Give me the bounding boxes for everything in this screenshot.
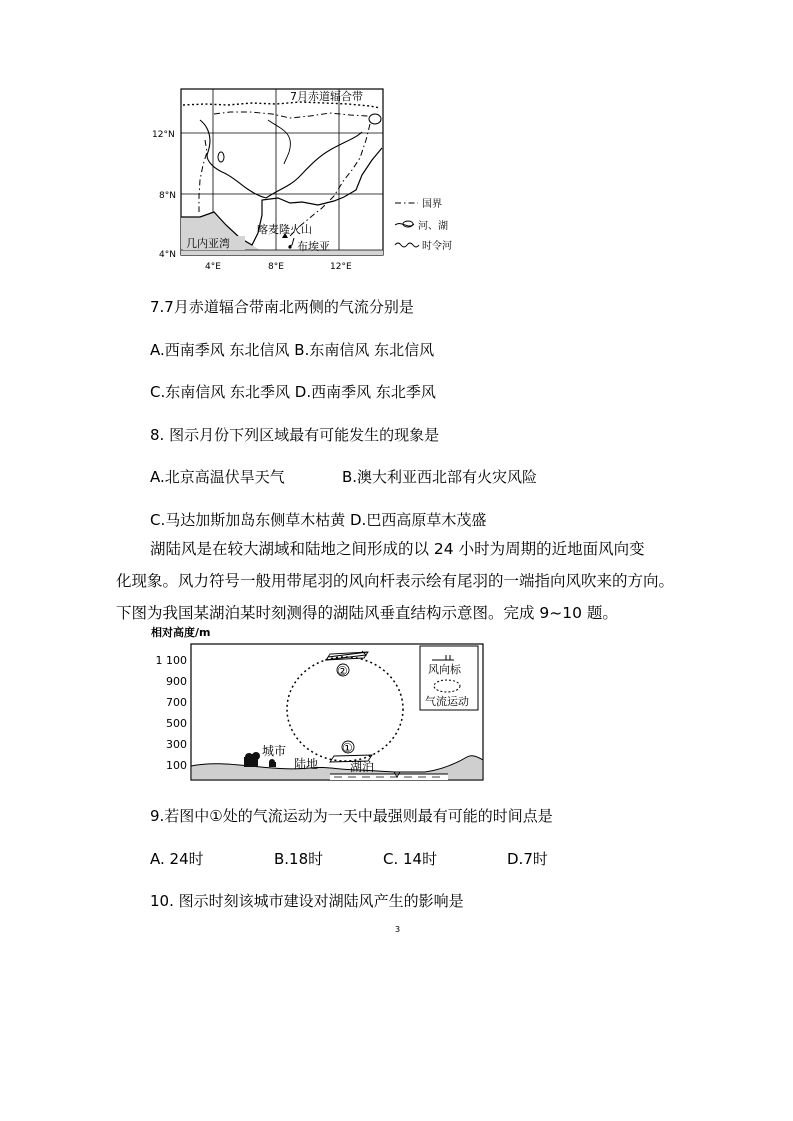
y-tick-100: 100 (166, 759, 187, 772)
q7-options-ab: A.西南季风 东北信风 B.东南信风 东北信风 (150, 341, 435, 359)
y-axis-ticks (156, 654, 188, 772)
q7-options-cd: C.东南信风 东北季风 D.西南季风 东北季风 (150, 383, 436, 401)
lat-label-12n: 12°N (152, 130, 175, 140)
volcano-label: 喀麦隆火山 (257, 223, 312, 236)
mark-2-label: ② (337, 664, 348, 678)
mark-1-label: ① (342, 741, 353, 755)
lake-land-breeze-diagram (140, 620, 490, 785)
y-tick-500: 500 (166, 717, 187, 730)
legend-wind-label: 风向标 (428, 663, 461, 676)
q8-stem: 8. 图示月份下列区域最有可能发生的现象是 (150, 426, 440, 444)
y-tick-300: 300 (166, 738, 187, 751)
q8-option-a: A.北京高温伏旱天气 (150, 468, 285, 486)
legend-border-label: 国界 (422, 199, 442, 210)
lat-label-8n: 8°N (159, 191, 176, 201)
gulf-label: 几内亚湾 (186, 237, 230, 250)
lon-label-12e: 12°E (330, 262, 352, 270)
lake-label: 湖泊 (350, 760, 375, 774)
q9-stem: 9.若图中①处的气流运动为一天中最强则最有可能的时间点是 (150, 807, 553, 825)
page-number: 3 (395, 925, 401, 934)
diagram-ylabel: 相对高度/m (151, 626, 211, 639)
passage-line-1: 湖陆风是在较大湖域和陆地之间形成的以 24 小时为周期的近地面风向变 (150, 540, 645, 558)
y-tick-900: 900 (166, 675, 187, 688)
africa-itcz-map (150, 80, 470, 270)
passage-line-2: 化现象。风力符号一般用带尾羽的风向杆表示绘有尾羽的一端指向风吹来的方向。 (116, 572, 675, 590)
itcz-label: 7月赤道辐合带 (290, 90, 363, 103)
q9-option-c: C. 14时 (383, 850, 438, 868)
legend-river-label: 河、湖 (418, 221, 448, 232)
q9-option-d: D.7时 (507, 850, 548, 868)
q10-stem: 10. 图示时刻该城市建设对湖陆风产生的影响是 (150, 892, 464, 910)
lon-label-8e: 8°E (268, 262, 284, 270)
city-dot (288, 245, 291, 248)
q8-options-cd: C.马达加斯加岛东侧草木枯黄 D.巴西高原草木茂盛 (150, 511, 487, 529)
legend-seasonal-symbol (395, 243, 419, 247)
passage-line-3: 下图为我国某湖泊某时刻测得的湖陆风垂直结构示意图。完成 9~10 题。 (116, 604, 618, 622)
lon-label-4e: 4°E (205, 262, 221, 270)
city-label: 城市 (262, 744, 287, 758)
city-label: 布埃亚 (297, 240, 330, 253)
legend-seasonal-label: 时令河 (422, 241, 452, 252)
y-tick-700: 700 (166, 696, 187, 709)
lat-label-4n: 4°N (159, 250, 176, 260)
q8-option-b: B.澳大利亚西北部有火灾风险 (342, 468, 538, 486)
y-tick-1100: 1 100 (155, 654, 187, 667)
q9-option-a: A. 24时 (150, 850, 204, 868)
land-label: 陆地 (294, 757, 319, 771)
lake-water (330, 774, 448, 780)
legend-river-symbol (395, 224, 414, 226)
legend-flow-label: 气流运动 (425, 695, 469, 708)
q7-stem: 7.7月赤道辐合带南北两侧的气流分别是 (150, 298, 414, 316)
q9-option-b: B.18时 (274, 850, 324, 868)
